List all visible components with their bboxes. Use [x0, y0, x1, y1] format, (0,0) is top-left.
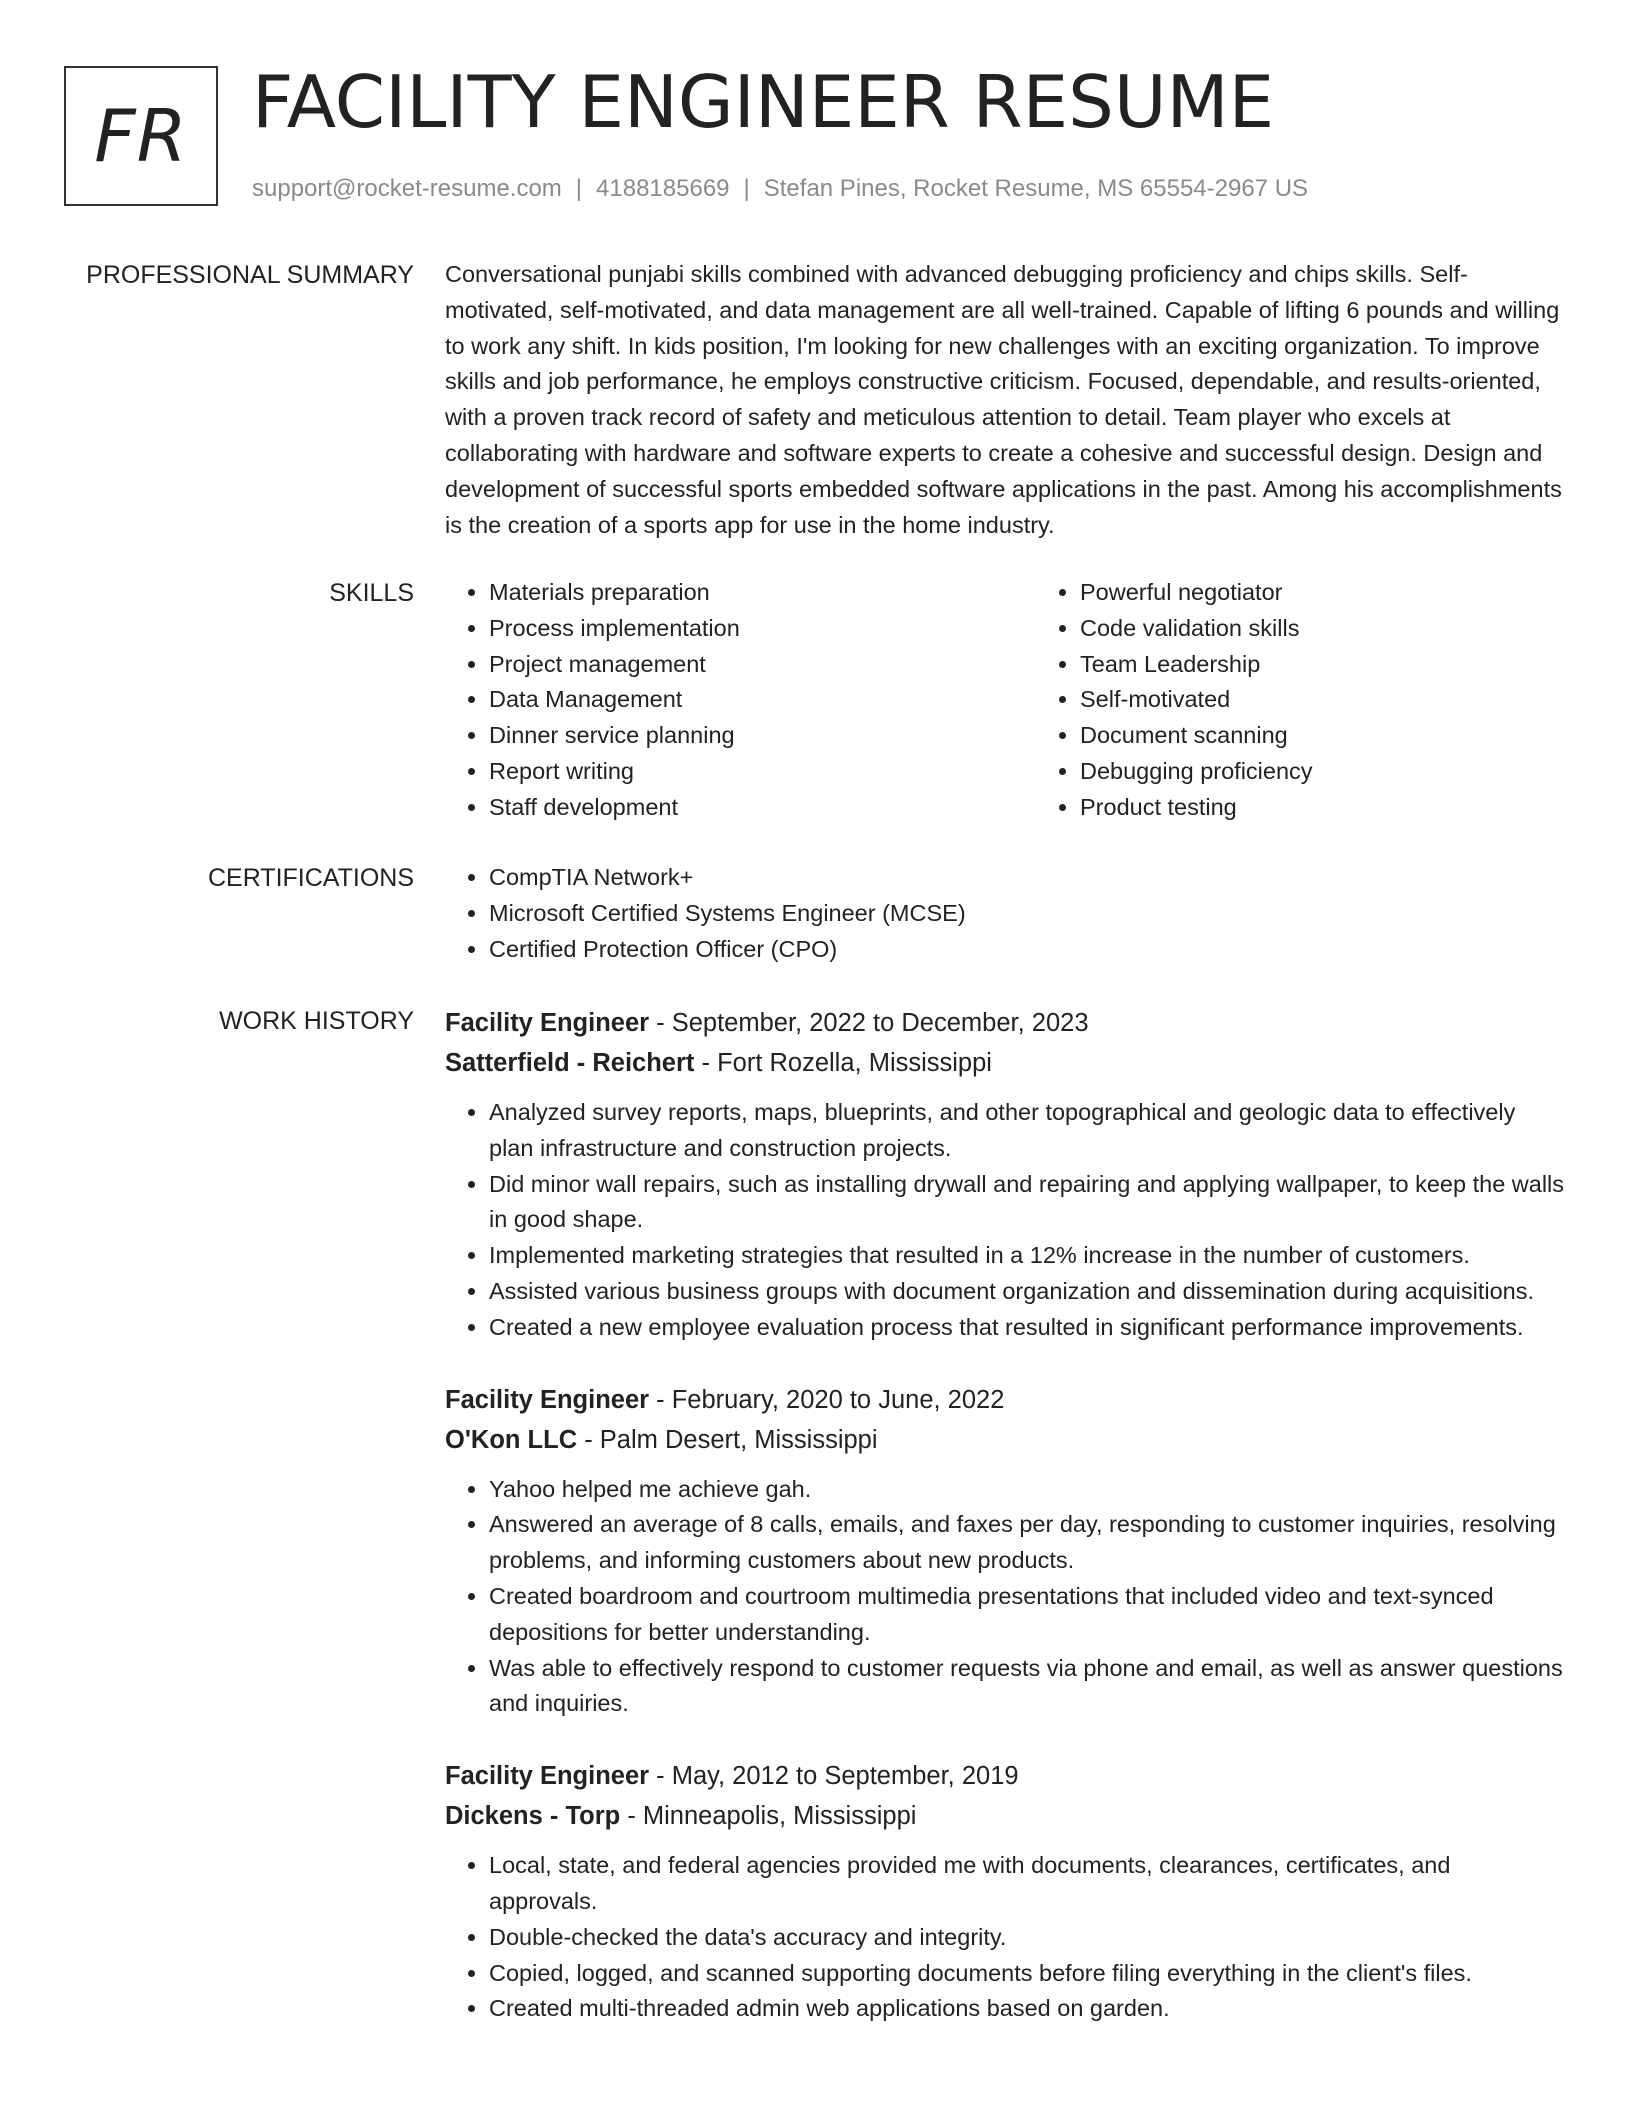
certification-item: • Microsoft Certified Systems Engineer (MCSE): [489, 896, 1565, 932]
certification-item: • CompTIA Network+: [489, 860, 1565, 896]
job-dates: - May, 2012 to September, 2019: [649, 1762, 1019, 1791]
summary-body: [445, 257, 1565, 543]
job-bullets: [445, 1095, 1565, 1346]
skill-item: • Product testing: [1080, 790, 1627, 826]
skill-item: • Self-motivated: [1080, 682, 1627, 718]
skills-list-right: [1036, 575, 1627, 826]
contact-separator: |: [575, 175, 583, 202]
job-entry: [445, 1003, 1565, 1346]
summary-heading: PROFESSIONAL SUMMARY: [86, 261, 414, 289]
contact-phone: 4188185669: [596, 175, 730, 202]
job-bullet: • Yahoo helped me achieve gah.: [489, 1472, 1565, 1508]
job-title: Facility Engineer: [445, 1385, 650, 1414]
contact-email: support@rocket-resume.com: [252, 175, 562, 202]
job-title-line: [445, 1756, 1565, 1796]
job-bullets: [445, 1472, 1565, 1723]
skills-columns: [445, 575, 1565, 826]
work-history-body: [445, 1003, 1565, 2061]
job-dates: - February, 2020 to June, 2022: [649, 1385, 1005, 1414]
skill-item: • Report writing: [489, 754, 1036, 790]
job-title-line: [445, 1003, 1565, 1043]
skill-item: • Document scanning: [1080, 718, 1627, 754]
skills-heading: SKILLS: [329, 579, 414, 607]
job-bullet: • Answered an average of 8 calls, emails, and faxes per day, responding to customer inquiries, resolving problems, and informing customers about new products.: [489, 1507, 1565, 1579]
skill-item: • Process implementation: [489, 611, 1036, 647]
skill-item: • Dinner service planning: [489, 718, 1036, 754]
certifications-list: [445, 860, 1565, 967]
certifications-body: [445, 860, 1565, 967]
job-company: Satterfield - Reichert: [445, 1049, 695, 1077]
job-bullet: • Double-checked the data's accuracy and integrity.: [489, 1920, 1565, 1956]
certifications-heading: CERTIFICATIONS: [207, 864, 414, 892]
certification-item: • Certified Protection Officer (CPO): [489, 932, 1565, 968]
job-location: - Minneapolis, Mississippi: [620, 1802, 917, 1831]
skill-item: • Staff development: [489, 790, 1036, 826]
job-entry: [445, 1380, 1565, 1723]
skill-item: • Project management: [489, 647, 1036, 683]
job-bullet: • Local, state, and federal agencies provided me with documents, clearances, certificates, and approvals.: [489, 1848, 1565, 1920]
job-bullet: • Implemented marketing strategies that resulted in a 12% increase in the number of customers.: [489, 1238, 1565, 1274]
skill-item: • Debugging proficiency: [1080, 754, 1627, 790]
monogram-initials: FR: [94, 94, 188, 178]
job-bullet: • Copied, logged, and scanned supporting documents before filing everything in the client's files.: [489, 1956, 1565, 1992]
resume-title: FACILITY ENGINEER RESUME: [252, 60, 1275, 144]
skill-item: • Data Management: [489, 682, 1036, 718]
job-company-line: [445, 1043, 1565, 1083]
job-title-line: [445, 1380, 1565, 1420]
skill-item: • Team Leadership: [1080, 647, 1627, 683]
job-bullet: • Created a new employee evaluation process that resulted in significant performance improvements.: [489, 1310, 1565, 1346]
job-bullet: • Created boardroom and courtroom multimedia presentations that included video and text-synced depositions for better understanding.: [489, 1579, 1565, 1651]
job-bullet: • Was able to effectively respond to customer requests via phone and email, as well as answer questions and inquiries.: [489, 1651, 1565, 1723]
job-title: Facility Engineer: [445, 1762, 650, 1791]
job-location: - Fort Rozella, Mississippi: [694, 1049, 992, 1077]
job-entry: [445, 1756, 1565, 2027]
work-history-heading: WORK HISTORY: [219, 1007, 414, 1035]
skill-item: • Powerful negotiator: [1080, 575, 1627, 611]
skills-body: [445, 575, 1565, 826]
skill-item: • Code validation skills: [1080, 611, 1627, 647]
contact-address: Stefan Pines, Rocket Resume, MS 65554-2967 US: [763, 175, 1309, 202]
job-bullet: • Assisted various business groups with document organization and dissemination during acquisitions.: [489, 1274, 1565, 1310]
job-bullet: • Analyzed survey reports, maps, blueprints, and other topographical and geologic data to effectively plan infrastructure and construction projects.: [489, 1095, 1565, 1167]
job-bullet: • Created multi-threaded admin web applications based on garden.: [489, 1991, 1565, 2027]
job-company: O'Kon LLC: [445, 1425, 578, 1454]
skills-list-left: [445, 575, 1036, 826]
skill-item: • Materials preparation: [489, 575, 1036, 611]
job-company: Dickens - Torp: [445, 1802, 621, 1831]
job-bullet: • Did minor wall repairs, such as installing drywall and repairing and applying wallpaper, to keep the walls in good shape.: [489, 1167, 1565, 1239]
summary-text: Conversational punjabi skills combined with advanced debugging proficiency and chips skills. Self-motivated, self-motivated, and data management are all well-trained. Capable of lifting 6 pounds and willing to work any shift. In kids position, I'm looking for new challenges with an exciting organization. To improve skills and job performance, he employs constructive criticism. Focused, dependable, and results-oriented, with a proven track record of safety and meticulous attention to detail. Team player who excels at collaborating with hardware and software experts to create a cohesive and successful design. Design and development of successful sports embedded software applications in the past. Among his accomplishments is the creation of a sports app for use in the home industry.: [445, 261, 1562, 538]
job-location: - Palm Desert, Mississippi: [577, 1425, 878, 1454]
job-company-line: [445, 1420, 1565, 1460]
monogram-badge: [64, 66, 218, 206]
job-company-line: [445, 1796, 1565, 1836]
job-dates: - September, 2022 to December, 2023: [649, 1009, 1089, 1037]
job-title: Facility Engineer: [445, 1009, 650, 1037]
contact-line: [252, 172, 1308, 206]
contact-separator: |: [743, 175, 750, 202]
job-bullets: [445, 1848, 1565, 2027]
